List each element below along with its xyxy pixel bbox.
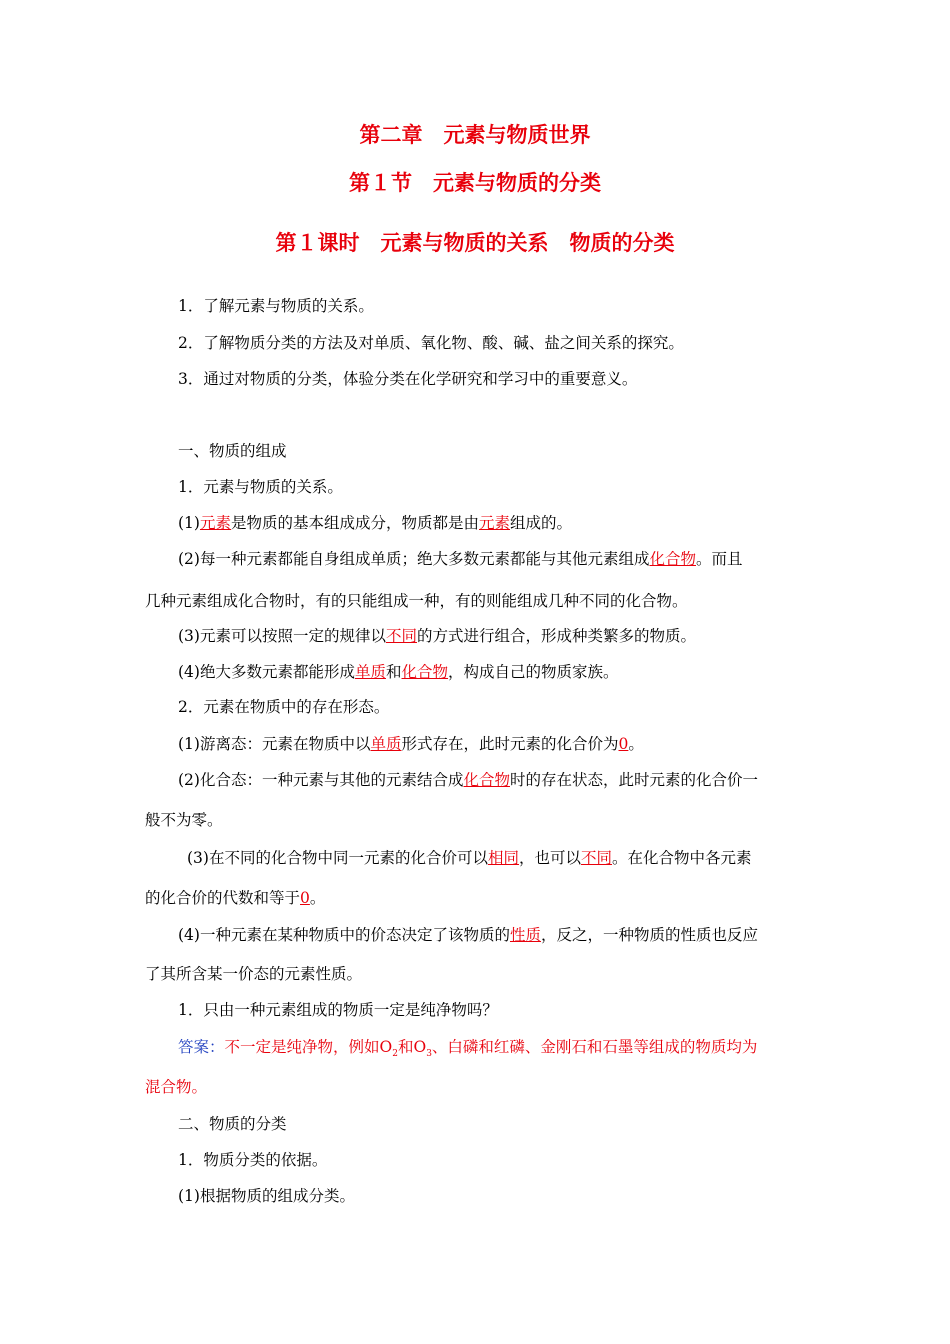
- objective-3: 3．通过对物质的分类，体验分类在化学研究和学习中的重要意义。: [178, 370, 638, 388]
- part1-q3-cont: 的化合价的代数和等于0。: [145, 889, 326, 907]
- answer-blank: 0: [300, 889, 310, 907]
- part1-q1: (1)游离态：元素在物质中以单质形式存在，此时元素的化合价为0。: [178, 735, 644, 753]
- objective-2: 2．了解物质分类的方法及对单质、氧化物、酸、碱、盐之间关系的探究。: [178, 334, 684, 352]
- answer-blank: 化合物: [401, 663, 449, 681]
- answer-label: 答案：: [178, 1038, 225, 1056]
- part1-q3: (3)在不同的化合物中同一元素的化合价可以相同，也可以不同。在化合物中各元素: [187, 849, 752, 867]
- section-title: 第１节 元素与物质的分类: [349, 170, 601, 195]
- part1-heading: 一、物质的组成: [178, 442, 287, 460]
- part1-q2-cont: 般不为零。: [145, 811, 223, 829]
- part2-sub1: 1．物质分类的依据。: [178, 1151, 328, 1169]
- think-answer: 答案：不一定是纯净物，例如$O_2$和$O_3$、白磷和红磷、金刚石和石墨等组成的物质均为: [178, 1038, 758, 1060]
- answer-blank: 元素: [199, 514, 231, 532]
- part1-q4-cont: 了其所含某一价态的元素性质。: [145, 965, 363, 983]
- part1-q2: (2)化合态：一种元素与其他的元素结合成化合物时的存在状态，此时元素的化合价一: [178, 771, 758, 789]
- answer-blank: 相同: [487, 849, 519, 867]
- part1-p2: (2)每一种元素都能自身组成单质；绝大多数元素都能与其他元素组成化合物。而且: [178, 550, 743, 568]
- answer-blank: 化合物: [649, 550, 696, 568]
- part1-sub1: 1．元素与物质的关系。: [178, 478, 343, 496]
- answer-blank: 单质: [354, 663, 386, 681]
- part2-heading: 二、物质的分类: [178, 1115, 287, 1133]
- think-answer-cont: 混合物。: [145, 1078, 208, 1096]
- part1-p1: (1)元素是物质的基本组成成分，物质都是由元素组成的。: [178, 514, 573, 532]
- answer-blank: 不同: [385, 627, 417, 645]
- answer-blank: 元素: [479, 514, 511, 532]
- part2-p1: (1)根据物质的组成分类。: [178, 1187, 355, 1205]
- chapter-title: 第二章 元素与物质世界: [359, 122, 591, 147]
- objective-1: 1．了解元素与物质的关系。: [178, 297, 374, 315]
- part1-p4: (4)绝大多数元素都能形成单质和化合物，构成自己的物质家族。: [178, 663, 619, 681]
- answer-blank: 性质: [509, 926, 541, 944]
- answer-blank: 单质: [370, 735, 402, 753]
- part1-sub2: 2．元素在物质中的存在形态。: [178, 698, 390, 716]
- answer-blank: 不同: [581, 849, 613, 867]
- lesson-title: 第１课时 元素与物质的关系 物质的分类: [275, 230, 675, 255]
- answer-blank: 化合物: [463, 771, 510, 789]
- think-question: 1．只由一种元素组成的物质一定是纯净物吗？: [178, 1001, 498, 1019]
- answer-blank: 0: [618, 735, 629, 753]
- part1-p2-cont: 几种元素组成化合物时，有的只能组成一种，有的则能组成几种不同的化合物。: [145, 592, 688, 610]
- part1-q4: (4)一种元素在某种物质中的价态决定了该物质的性质，反之，一种物质的性质也反应: [178, 926, 758, 944]
- part1-p3: (3)元素可以按照一定的规律以不同的方式进行组合，形成种类繁多的物质。: [178, 627, 696, 645]
